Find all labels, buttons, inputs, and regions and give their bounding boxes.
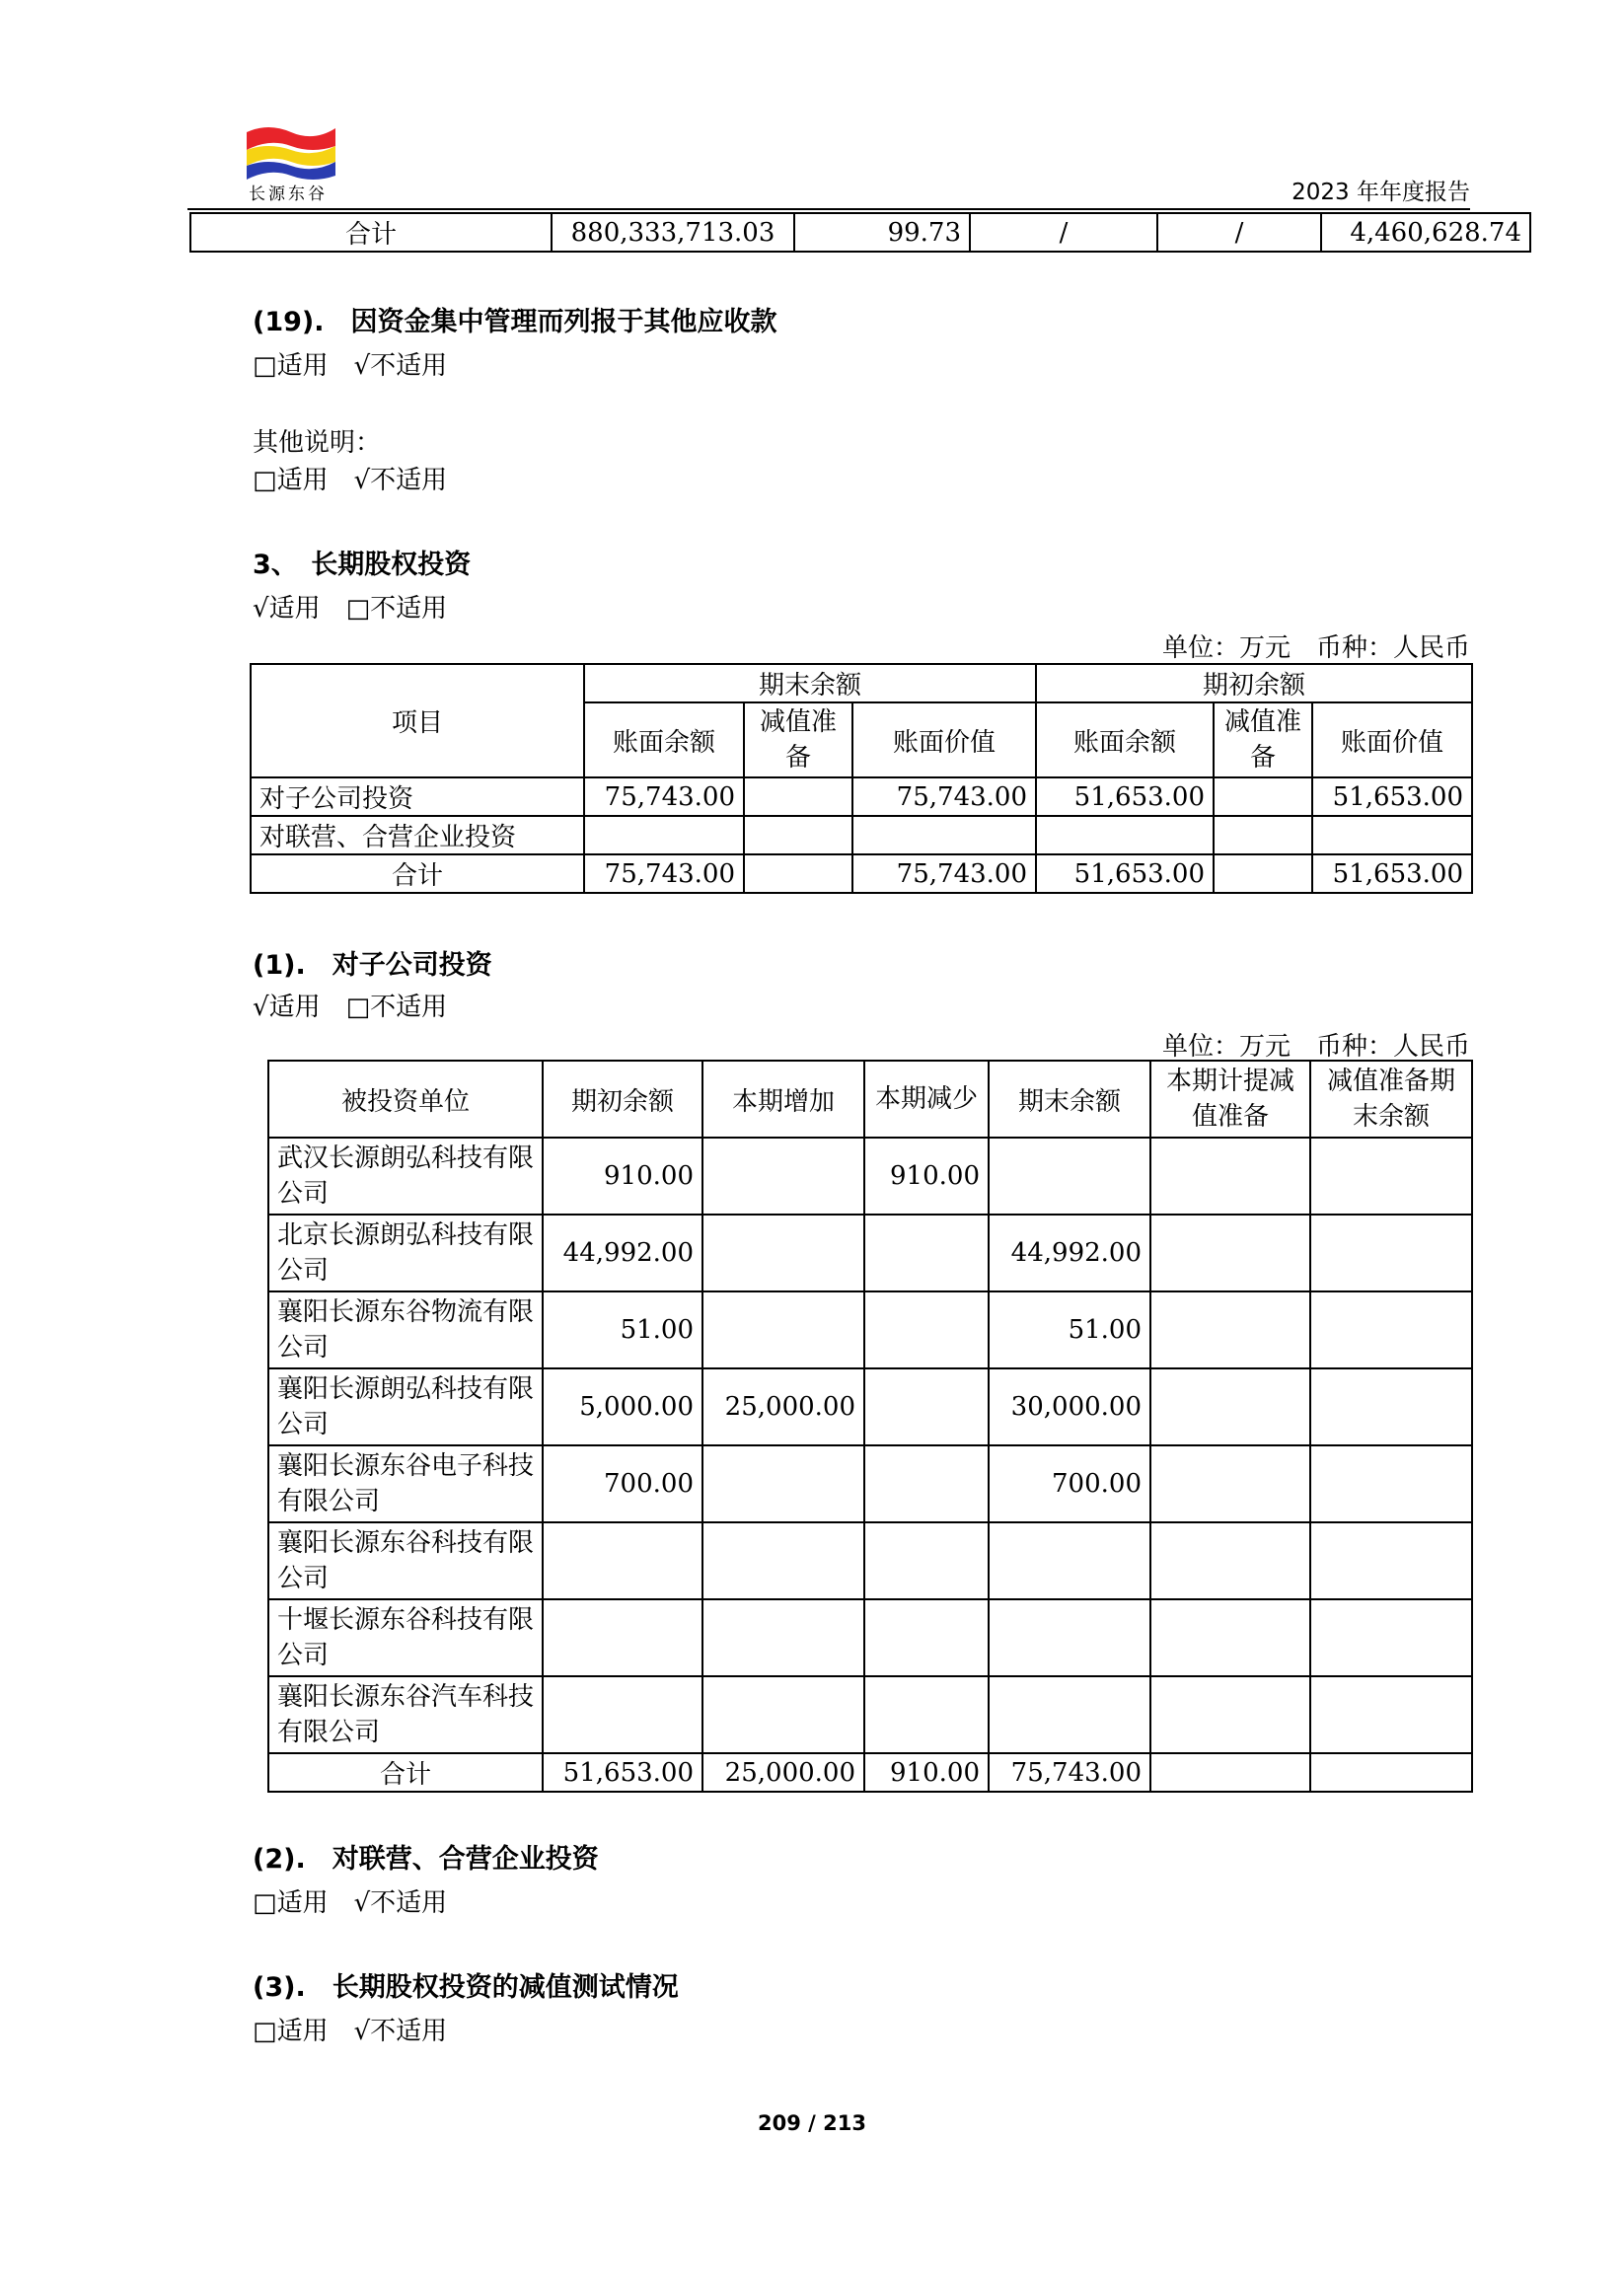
table-cell: 51,653.00 xyxy=(1036,777,1214,816)
table-header-row xyxy=(268,1061,1472,1138)
subsidiary-investment-table xyxy=(267,1060,1473,1793)
section-3-1-title: (1). 对子公司投资 xyxy=(253,950,492,981)
column-header: 期初余额 xyxy=(543,1061,702,1138)
table-cell xyxy=(702,1291,864,1368)
table-cell: 51.00 xyxy=(543,1291,702,1368)
column-header: 本期减少 xyxy=(864,1061,989,1138)
section-3-1-unit: 单位：万元 币种：人民币 xyxy=(1161,1032,1470,1062)
row-label: 北京长源朗弘科技有限公司 xyxy=(268,1215,543,1291)
column-header-item: 项目 xyxy=(251,664,584,777)
page-number: 209 / 213 xyxy=(758,2111,866,2135)
table-row xyxy=(268,1599,1472,1676)
table-cell: 75,743.00 xyxy=(989,1753,1150,1792)
table-row xyxy=(268,1215,1472,1291)
section-3-3-applicability: □适用 √不适用 xyxy=(253,2017,448,2046)
table-cell: 25,000.00 xyxy=(702,1368,864,1445)
table-cell xyxy=(989,1522,1150,1599)
table-cell xyxy=(1312,816,1472,854)
table-row xyxy=(190,213,1530,252)
other-note-applicability: □适用 √不适用 xyxy=(253,466,448,495)
table-cell xyxy=(584,816,744,854)
column-header: 被投资单位 xyxy=(268,1061,543,1138)
row-label: 十堰长源东谷科技有限公司 xyxy=(268,1599,543,1676)
table-cell: 51,653.00 xyxy=(1312,777,1472,816)
table-cell: / xyxy=(970,213,1157,252)
table-cell xyxy=(702,1445,864,1522)
column-header: 账面余额 xyxy=(1036,702,1214,777)
table-cell xyxy=(702,1215,864,1291)
table-cell xyxy=(702,1599,864,1676)
table-cell xyxy=(852,816,1036,854)
table-cell xyxy=(1150,1599,1310,1676)
table-cell xyxy=(1150,1291,1310,1368)
report-title: 2023 年年度报告 xyxy=(1292,180,1470,205)
table-cell: 880,333,713.03 xyxy=(552,213,794,252)
table-cell: 44,992.00 xyxy=(543,1215,702,1291)
table-cell: 910.00 xyxy=(543,1138,702,1215)
table-cell: 51.00 xyxy=(989,1291,1150,1368)
table-row xyxy=(268,1368,1472,1445)
table-cell xyxy=(1310,1676,1472,1753)
table-cell xyxy=(1150,1138,1310,1215)
table-cell: / xyxy=(1157,213,1321,252)
prior-table-total xyxy=(189,212,1531,253)
table-cell: 700.00 xyxy=(989,1445,1150,1522)
table-cell xyxy=(702,1138,864,1215)
column-header: 减值准备 xyxy=(744,702,852,777)
table-cell xyxy=(1310,1291,1472,1368)
table-cell xyxy=(744,854,852,893)
long-term-equity-table xyxy=(250,663,1473,894)
table-cell xyxy=(1036,816,1214,854)
table-cell xyxy=(989,1599,1150,1676)
column-group-end: 期末余额 xyxy=(584,664,1036,702)
table-cell xyxy=(1310,1522,1472,1599)
table-cell: 44,992.00 xyxy=(989,1215,1150,1291)
row-label: 合计 xyxy=(251,854,584,893)
row-label: 襄阳长源东谷物流有限公司 xyxy=(268,1291,543,1368)
table-cell xyxy=(864,1599,989,1676)
section-3-2-applicability: □适用 √不适用 xyxy=(253,1888,448,1918)
table-cell xyxy=(864,1291,989,1368)
section-3-applicability: √适用 □不适用 xyxy=(253,594,448,624)
table-cell xyxy=(1150,1445,1310,1522)
table-total-row xyxy=(251,854,1472,893)
row-label: 对联营、合营企业投资 xyxy=(251,816,584,854)
table-row xyxy=(268,1522,1472,1599)
table-cell xyxy=(702,1676,864,1753)
table-cell xyxy=(864,1445,989,1522)
table-row xyxy=(268,1291,1472,1368)
column-header: 本期计提减值准备 xyxy=(1150,1061,1310,1138)
table-cell: 51,653.00 xyxy=(543,1753,702,1792)
section-19-applicability: □适用 √不适用 xyxy=(253,351,448,381)
table-cell xyxy=(1150,1368,1310,1445)
section-3-3-title: (3). 长期股权投资的减值测试情况 xyxy=(253,1972,679,2003)
table-cell: 75,743.00 xyxy=(584,777,744,816)
total-label: 合计 xyxy=(190,213,552,252)
row-label: 武汉长源朗弘科技有限公司 xyxy=(268,1138,543,1215)
table-header-row xyxy=(251,664,1472,702)
table-cell xyxy=(744,816,852,854)
table-cell: 910.00 xyxy=(864,1753,989,1792)
section-3-title: 3、 长期股权投资 xyxy=(253,550,472,580)
table-cell xyxy=(1310,1215,1472,1291)
table-cell xyxy=(1150,1522,1310,1599)
column-header: 减值准备期末余额 xyxy=(1310,1061,1472,1138)
table-total-row xyxy=(268,1753,1472,1792)
other-note-label: 其他说明： xyxy=(253,428,382,458)
table-cell xyxy=(864,1215,989,1291)
column-header: 账面余额 xyxy=(584,702,744,777)
table-cell xyxy=(1214,777,1312,816)
table-cell: 700.00 xyxy=(543,1445,702,1522)
table-cell: 5,000.00 xyxy=(543,1368,702,1445)
table-cell xyxy=(1310,1445,1472,1522)
table-row xyxy=(251,816,1472,854)
table-cell xyxy=(989,1676,1150,1753)
table-cell xyxy=(702,1522,864,1599)
table-cell xyxy=(543,1522,702,1599)
row-label: 襄阳长源东谷电子科技有限公司 xyxy=(268,1445,543,1522)
row-label: 襄阳长源朗弘科技有限公司 xyxy=(268,1368,543,1445)
table-cell xyxy=(543,1599,702,1676)
logo-text: 长源东谷 xyxy=(249,184,328,204)
table-cell: 75,743.00 xyxy=(584,854,744,893)
table-cell: 51,653.00 xyxy=(1036,854,1214,893)
table-cell: 4,460,628.74 xyxy=(1321,213,1530,252)
table-cell: 75,743.00 xyxy=(852,854,1036,893)
table-row xyxy=(268,1445,1472,1522)
table-cell xyxy=(1214,816,1312,854)
section-19-title: (19). 因资金集中管理而列报于其他应收款 xyxy=(253,307,777,337)
table-cell xyxy=(989,1138,1150,1215)
table-cell xyxy=(1310,1138,1472,1215)
column-header: 账面价值 xyxy=(1312,702,1472,777)
table-cell xyxy=(1150,1753,1310,1792)
column-header: 减值准备 xyxy=(1214,702,1312,777)
table-cell: 99.73 xyxy=(794,213,970,252)
table-cell: 51,653.00 xyxy=(1312,854,1472,893)
table-cell xyxy=(1310,1599,1472,1676)
section-3-2-title: (2). 对联营、合营企业投资 xyxy=(253,1844,599,1875)
header-divider xyxy=(187,208,1470,210)
table-cell xyxy=(1150,1676,1310,1753)
table-cell xyxy=(1150,1215,1310,1291)
row-label: 襄阳长源东谷科技有限公司 xyxy=(268,1522,543,1599)
table-cell xyxy=(864,1368,989,1445)
section-3-1-applicability: √适用 □不适用 xyxy=(253,993,448,1022)
table-cell xyxy=(744,777,852,816)
table-cell: 910.00 xyxy=(864,1138,989,1215)
table-row xyxy=(268,1138,1472,1215)
column-header: 本期增加 xyxy=(702,1061,864,1138)
table-cell: 75,743.00 xyxy=(852,777,1036,816)
row-label: 襄阳长源东谷汽车科技有限公司 xyxy=(268,1676,543,1753)
table-cell: 30,000.00 xyxy=(989,1368,1150,1445)
table-cell xyxy=(1214,854,1312,893)
table-cell xyxy=(1310,1753,1472,1792)
table-cell xyxy=(864,1676,989,1753)
table-row xyxy=(251,777,1472,816)
row-label: 对子公司投资 xyxy=(251,777,584,816)
table-cell xyxy=(543,1676,702,1753)
table-row xyxy=(268,1676,1472,1753)
column-group-begin: 期初余额 xyxy=(1036,664,1472,702)
column-header: 账面价值 xyxy=(852,702,1036,777)
table-cell xyxy=(864,1522,989,1599)
column-header: 期末余额 xyxy=(989,1061,1150,1138)
table-cell: 25,000.00 xyxy=(702,1753,864,1792)
section-3-unit: 单位：万元 币种：人民币 xyxy=(1161,633,1470,663)
table-cell xyxy=(1310,1368,1472,1445)
row-label: 合计 xyxy=(268,1753,543,1792)
